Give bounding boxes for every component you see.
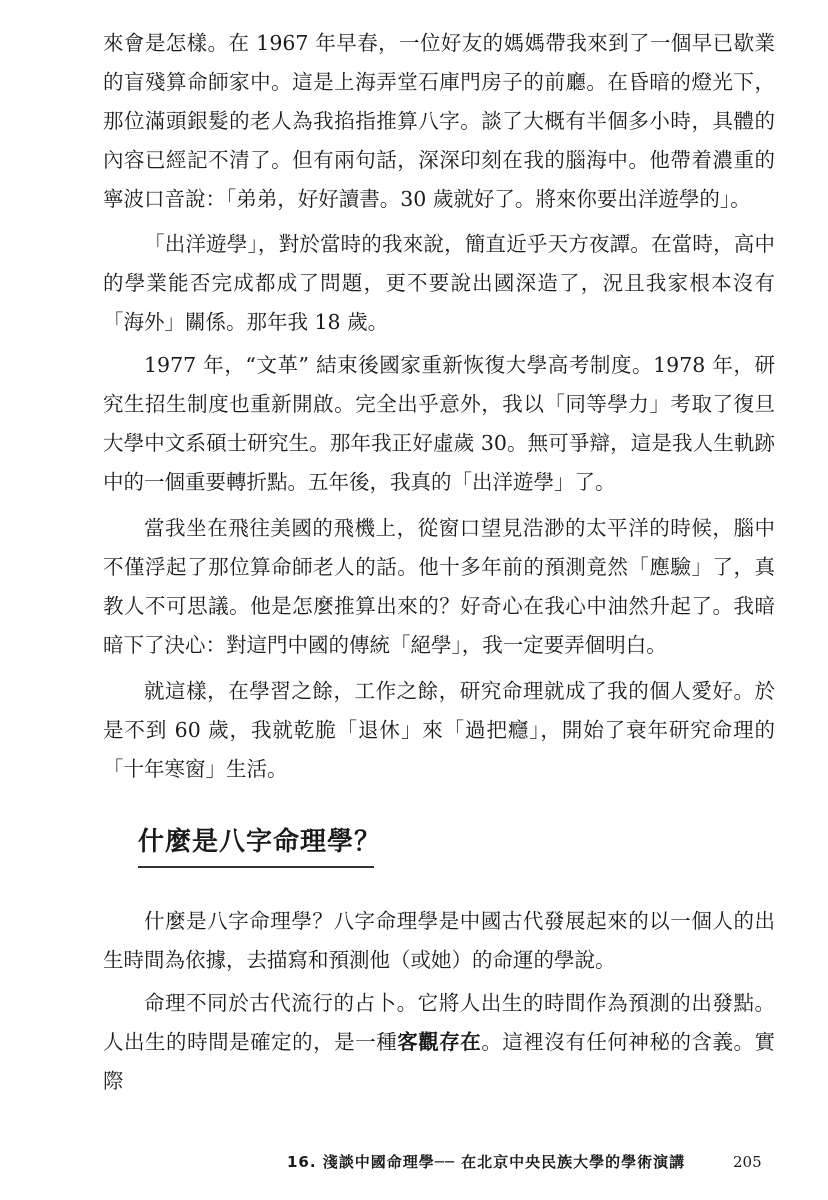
paragraph-7 (103, 984, 775, 1101)
paragraph-4: 當我坐在飛往美國的飛機上，從窗口望見浩渺的太平洋的時候，腦中不僅浮起了那位算命師老人的話。他十多年前的預測竟然「應驗」了，真教人不可思議。他是怎麼推算出來的？好奇心在我心中油然升起了。我暗暗下了決心：對這門中國的傳統「絕學」，我一定要弄個明白。 (103, 516, 775, 657)
heading-underline (138, 866, 374, 868)
paragraph-1: 來會是怎樣。在 1967 年早春，一位好友的媽媽帶我來到了一個早已歇業的盲殘算命師家中。這是上海弄堂石庫門房子的前廳。在昏暗的燈光下，那位滿頭銀髮的老人為我掐指推算八字。談了大概有半個多小時，具體的內容已經記不清了。但有兩句話，深深印刻在我的腦海中。他帶着濃重的寧波口音說：「弟弟，好好讀書。30 歲就好了。將來你要出洋遊學的」。 (103, 31, 775, 211)
paragraph-6: 什麼是八字命理學？八字命理學是中國古代發展起來的以一個人的出生時間為依據，去描寫和預測他（或她）的命運的學說。 (103, 909, 775, 972)
paragraph-7-text-a: 命理不同於古代流行的占卜。它將人出生的時間作為預測的出發點。人出生的時間是確定的，是一種 (103, 991, 775, 1054)
section-heading: 什麼是八字命理學？ (138, 827, 382, 857)
paragraph-3: 1977 年，“文革” 結束後國家重新恢復大學高考制度。1978 年，研究生招生制度也重新開啟。完全出乎意外，我以「同等學力」考取了復旦大學中文系碩士研究生。那年我正好虛歲 30。無可爭辯，這是我人生軌跡中的一個重要轉折點。五年後，我真的「出洋遊學」了。 (103, 353, 775, 494)
running-footer-title: 16. 淺談中國命理學── 在北京中央民族大學的學術演講 (287, 1153, 686, 1171)
paragraph-7-text-b: 。這裡沒有任何神秘的含義。實際 (103, 1030, 776, 1093)
paragraph-5: 就這樣，在學習之餘，工作之餘，研究命理就成了我的個人愛好。於是不到 60 歲，我就乾脆「退休」來「過把癮」，開始了衰年研究命理的「十年寒窗」生活。 (103, 679, 775, 781)
page-number: 205 (733, 1153, 762, 1171)
emphasis-objective-existence: 客觀存在 (397, 1030, 482, 1054)
paragraph-2: 「出洋遊學」，對於當時的我來說，簡直近乎天方夜譚。在當時，高中的學業能否完成都成了問題，更不要說出國深造了，況且我家根本沒有「海外」關係。那年我 18 歲。 (103, 232, 775, 334)
